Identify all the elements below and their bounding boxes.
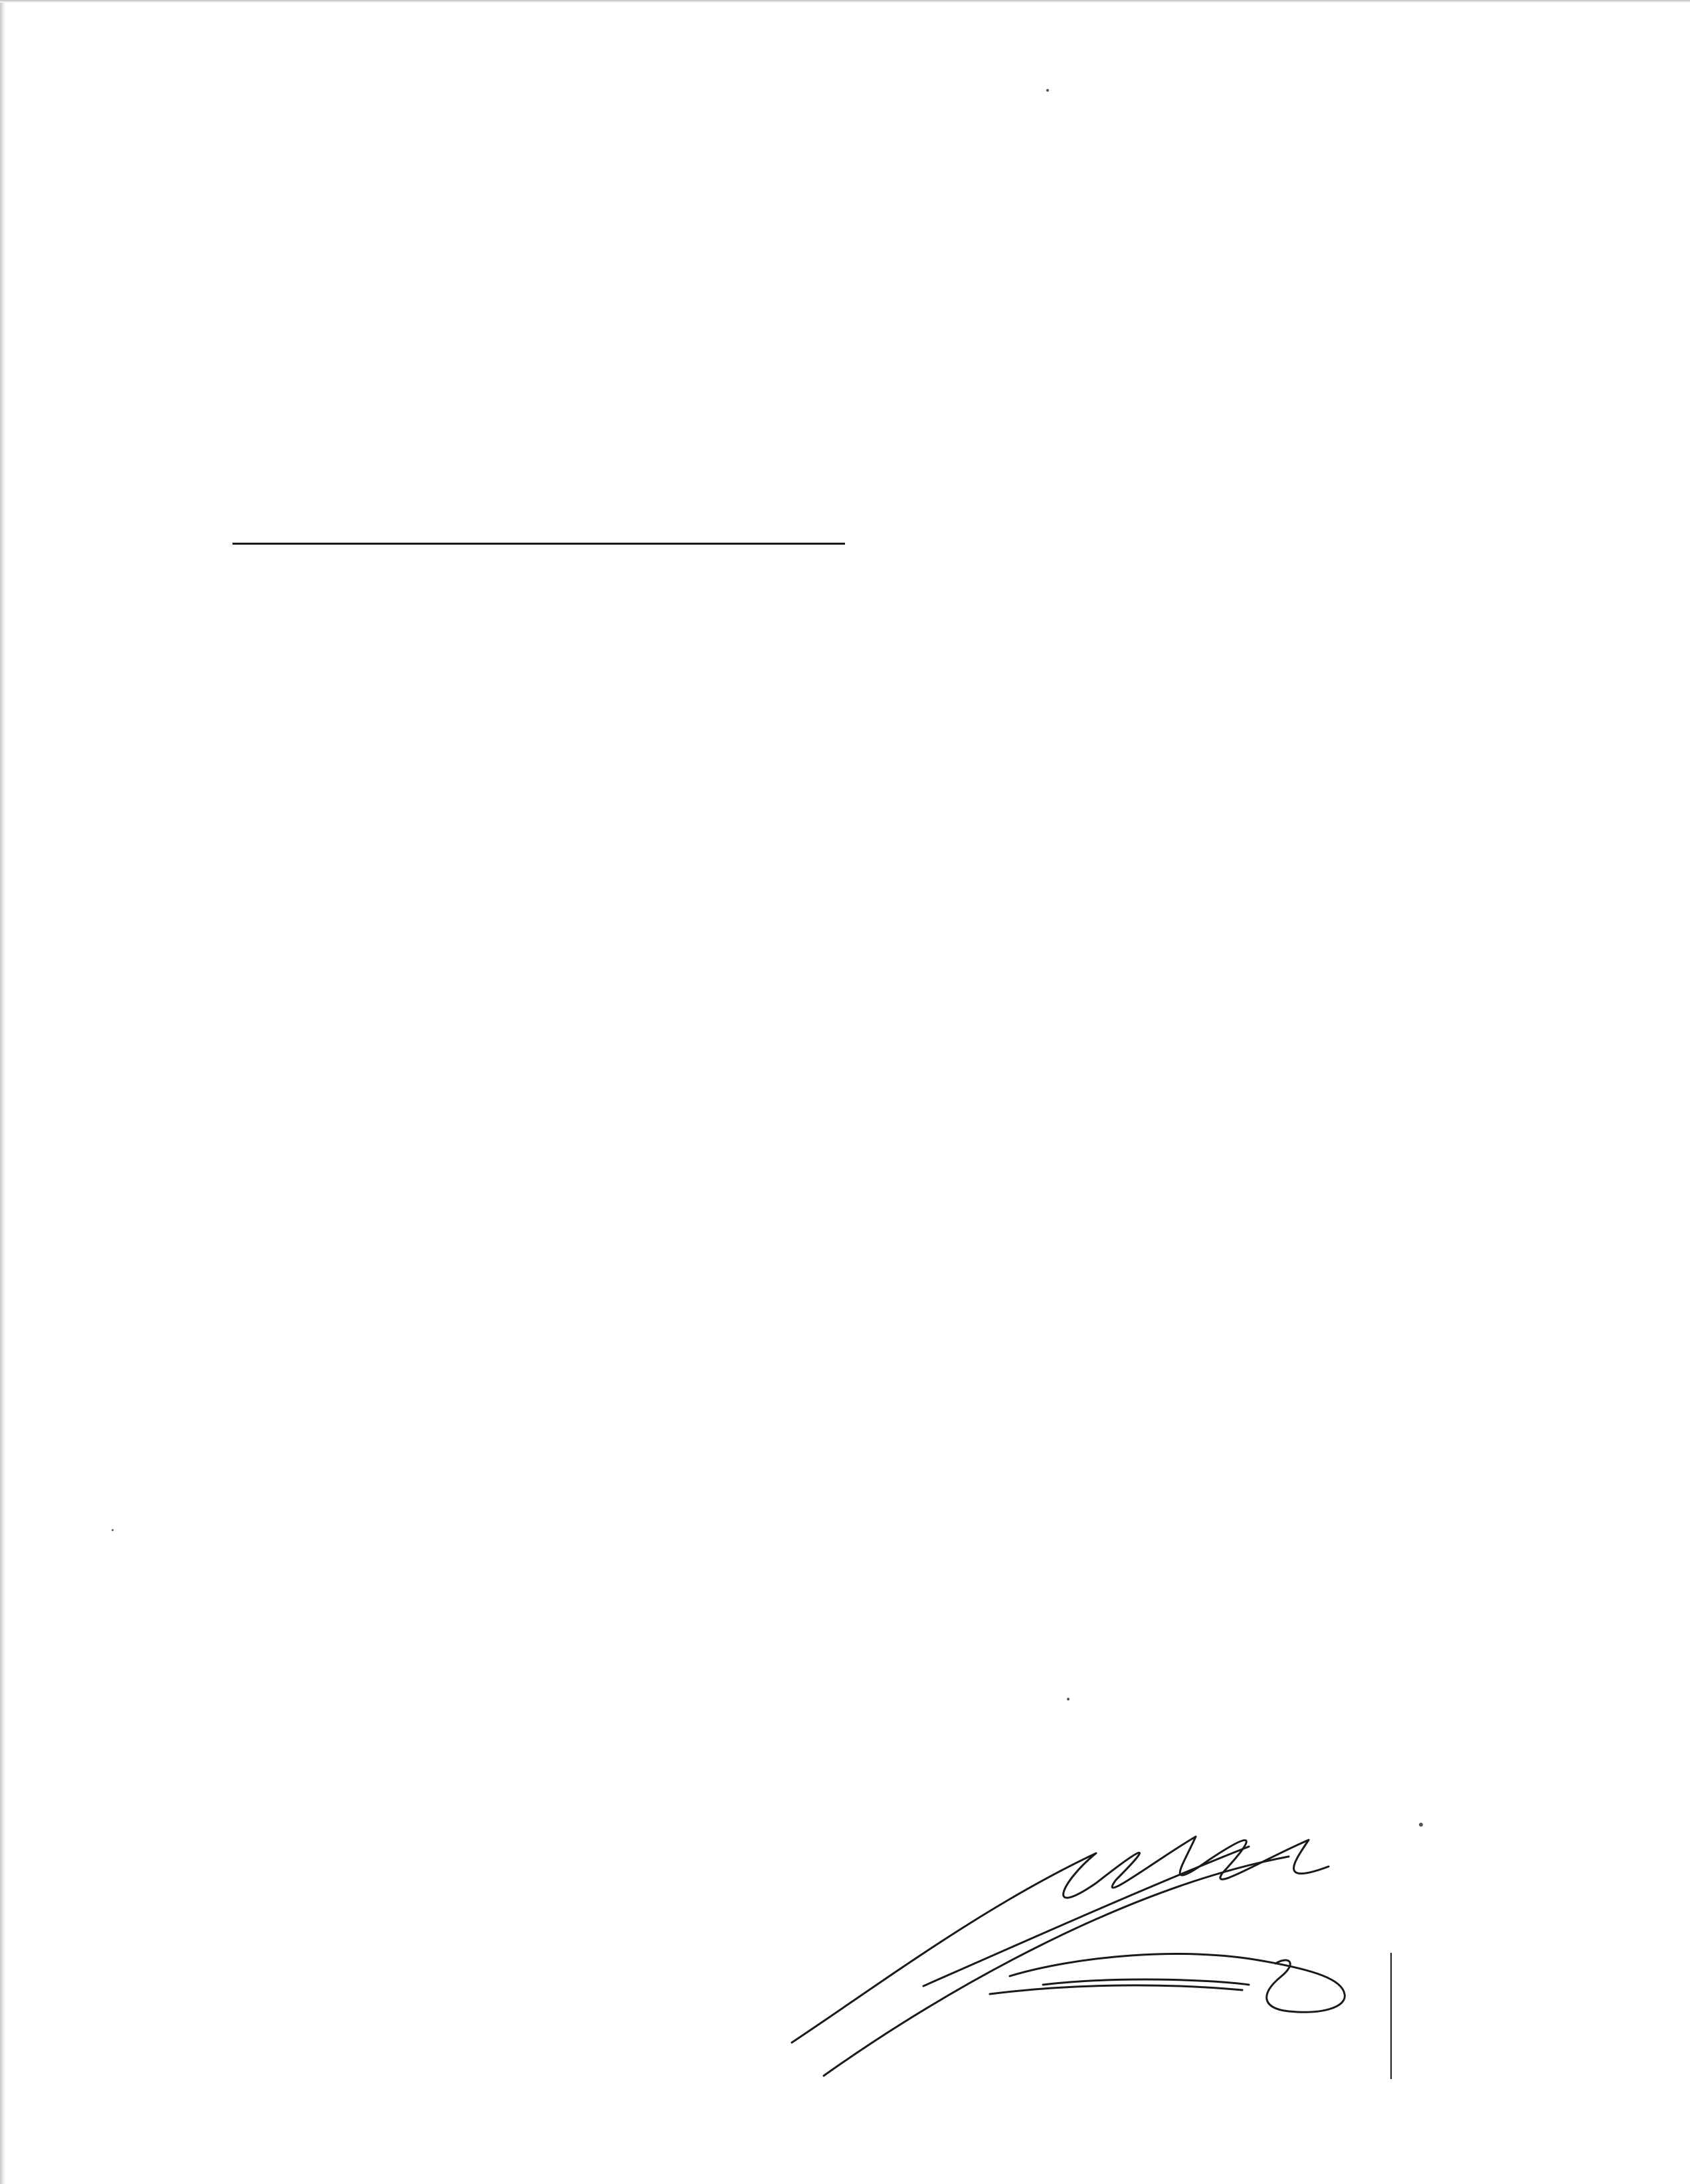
scan-top-edge: [0, 0, 1690, 3]
scan-speck: [112, 1529, 114, 1531]
scan-left-edge: [0, 0, 7, 2184]
handwritten-signature: [784, 1820, 1448, 2086]
scan-speck: [1046, 89, 1049, 92]
sbif-logo: [155, 98, 315, 258]
scan-speck: [1067, 1698, 1070, 1700]
address-underline: [233, 543, 845, 545]
